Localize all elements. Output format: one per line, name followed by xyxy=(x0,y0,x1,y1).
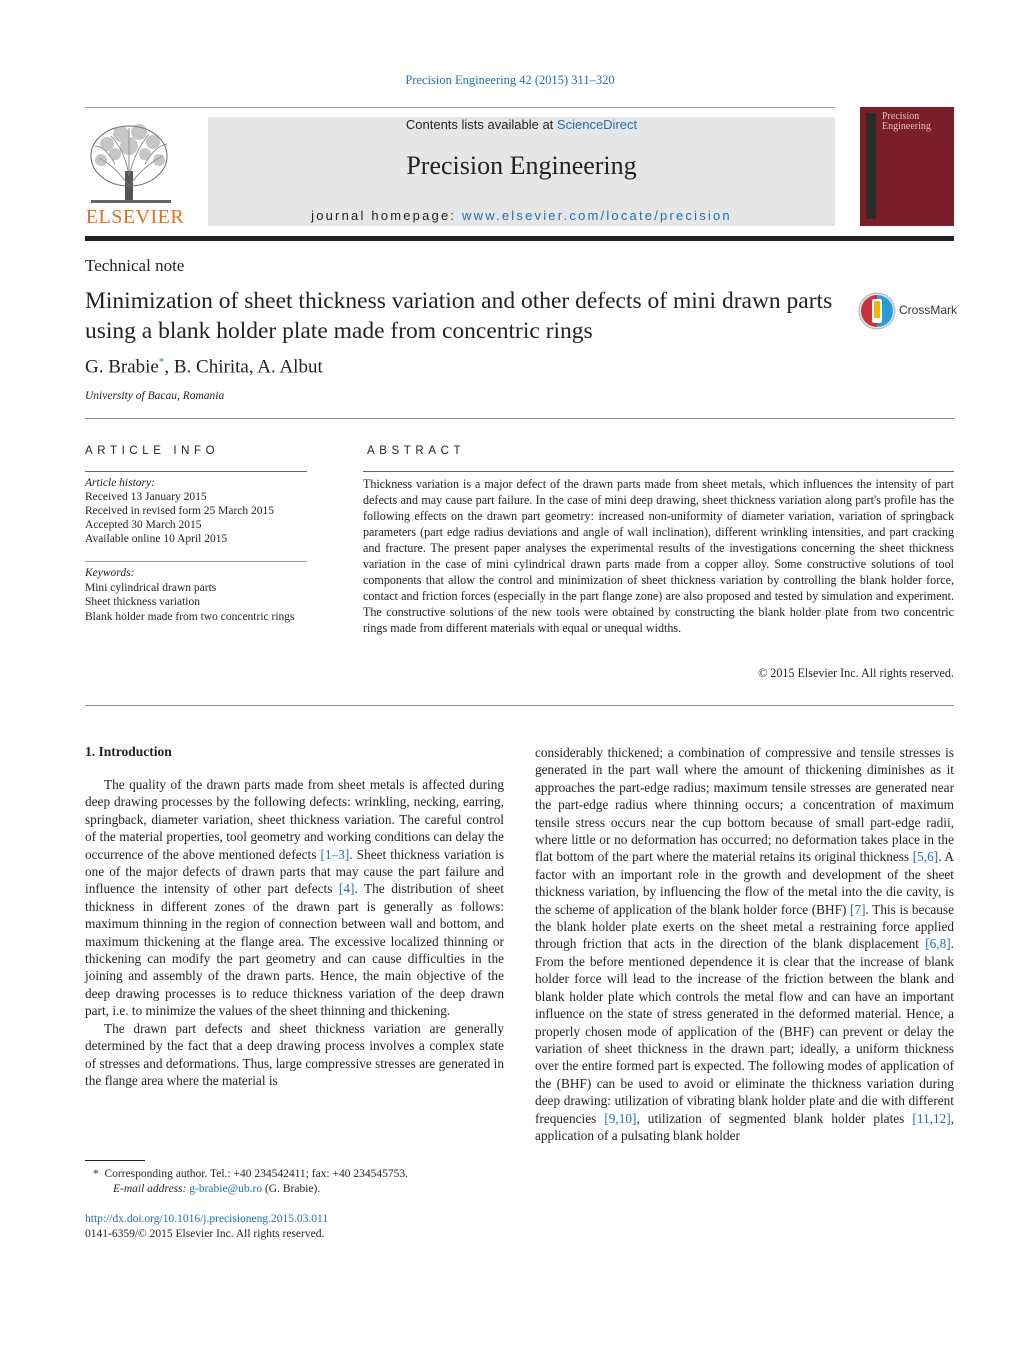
history-accepted: Accepted 30 March 2015 xyxy=(85,519,202,531)
footnote-mark: * xyxy=(93,1168,99,1180)
text-run: . This is because the blank holder plate exerts on the sheet metal a restraining force applied through friction that acts in the direction of the blank displacement xyxy=(535,901,954,952)
text-run: The quality of the drawn parts made from sheet metals is affected during deep drawing processes by the following defects: wrinkling, necking, earring, springback, diameter variation, sheet thickness variation. The careful control of the material properties, tool geometry and working conditions can delay the occurrence of the above mentioned defects xyxy=(85,777,504,862)
body-column-left xyxy=(85,776,504,1089)
header-thick-rule xyxy=(85,236,954,241)
homepage-prefix: journal homepage: xyxy=(311,208,457,223)
keyword-item: Blank holder made from two concentric rings xyxy=(85,610,295,623)
affiliation: University of Bacau, Romania xyxy=(85,390,225,402)
keyword-item: Mini cylindrical drawn parts xyxy=(85,581,217,594)
homepage-link[interactable]: www.elsevier.com/locate/precision xyxy=(462,208,732,223)
email-label: E-mail address: xyxy=(113,1183,187,1195)
text-run: , utilization of segmented blank holder plates xyxy=(636,1110,913,1126)
header-divider xyxy=(85,107,835,108)
divider xyxy=(85,418,954,419)
text-run: . A factor with an important role in the growth and development of the sheet thickness variation, by influencing the flow of the metal into the die cavity, is the scheme of application of the blank holder force (BHF) xyxy=(535,849,954,917)
email-suffix: (G. Brabie). xyxy=(264,1183,321,1195)
footnote xyxy=(85,1167,408,1197)
journal-cover-thumbnail[interactable] xyxy=(860,107,954,226)
divider xyxy=(85,705,954,706)
elsevier-logo[interactable] xyxy=(85,116,185,226)
journal-citation[interactable]: Precision Engineering 42 (2015) 311–320 xyxy=(405,73,615,87)
sciencedirect-link[interactable]: ScienceDirect xyxy=(556,117,638,132)
footnote-text: Corresponding author. Tel.: +40 234542411; fax: +40 234545753. xyxy=(104,1168,408,1180)
doi-block xyxy=(85,1212,328,1242)
email-link[interactable]: g-brabie@ub.ro xyxy=(189,1183,263,1195)
keywords-heading: Keywords: xyxy=(85,567,135,579)
text-run: considerably thickened; a combination of compressive and tensile stresses is generated in the part wall where the amount of thickening diminishes as it approaches the part-edge radius; maximum tensile stresses are generated near the part-edge radius where thinning occurs; a concentration of maximum tensile stress occurs near the cup bottom because of small part-edge radii, where little or no deformation has occurred; no deformation takes place in the flat bottom of the part where the material retains its original thickness xyxy=(535,745,954,865)
divider xyxy=(363,471,954,472)
paragraph xyxy=(85,776,504,1020)
article-history xyxy=(85,476,274,546)
abstract-text: Thickness variation is a major defect of the drawn parts made from sheet metals, which influences the intensity of part defects and may cause part failure. In the case of mini deep drawing, sheet thickness variation along part's profile has the following effects on the drawn part geometry: increased non-uniformity of diameter variation, variation of springback parameters (part edge radius deviations and angle of wall inclination), different wrinkling intensities, and part cracking and fracture. The present paper analyses the experimental results of the investigations concerning the sheet thickness variation in the case of mini cylindrical drawn parts made from a copper alloy. Some constructive solutions of tool components that allow the control and minimization of sheet thickness variation by controlling the blank holder force, contact and friction forces (especially in the part flange zone) are also proposed and tested by simulation and experiment. The constructive solutions of the new tools were obtained by constructing the blank holder plate from two concentric rings made from different materials with equal or unequal widths. xyxy=(363,477,954,635)
article-type: Technical note xyxy=(85,256,185,275)
doi-link[interactable]: http://dx.doi.org/10.1016/j.precisioneng.2015.03.011 xyxy=(85,1213,329,1225)
ref-link[interactable]: [9,10] xyxy=(604,1110,637,1126)
section-heading-introduction: 1. Introduction xyxy=(85,744,172,759)
ref-link[interactable]: [4] xyxy=(338,881,355,897)
text-run: . Sheet thickness variation is one of the major defects of drawn parts that may cause the part failure and influence the intensity of other part defects xyxy=(85,846,504,897)
ref-link[interactable]: [7] xyxy=(850,901,866,917)
contents-line xyxy=(208,117,835,132)
paragraph: The drawn part defects and sheet thickness variation are generally determined by the fact that a deep drawing process involves a complex state of stresses and deformations. Thus, large compressive stresses are generated in the flange area where the material is xyxy=(85,1020,504,1088)
text-run: . From the before mentioned dependence it is clear that the increase of blank holder force will lead to the increase of the friction between the blank and blank holder plate which controls the metal flow and can have an important influence on the state of stress generated in the deformed material. Hence, a properly chosen mode of application of the (BHF) can prevent or delay the variation of sheet thickness in the drawn part; ideally, a uniform thickness over the entire formed part is expected. The following modes of application of the (BHF) can be used to avoid or eliminate the thickness variation during deep drawing: utilization of vibrating blank holder plate and die with different frequencies xyxy=(535,936,954,1126)
elsevier-wordmark: ELSEVIER xyxy=(85,206,185,228)
ref-link[interactable]: [6,8] xyxy=(925,936,951,952)
ref-link[interactable]: [11,12] xyxy=(912,1110,951,1126)
article-info-label: ARTICLE INFO xyxy=(85,445,220,457)
keyword-item: Sheet thickness variation xyxy=(85,596,200,608)
footnote-rule xyxy=(85,1160,145,1161)
issn-line: 0141-6359/© 2015 Elsevier Inc. All rights reserved. xyxy=(85,1228,325,1240)
journal-homepage xyxy=(208,208,835,223)
text-run: , application of a pulsating blank holder xyxy=(535,1110,954,1143)
cover-title-line1: Precision xyxy=(882,111,920,122)
divider xyxy=(85,561,307,562)
body-column-right xyxy=(535,744,954,1144)
abstract-label: ABSTRACT xyxy=(367,445,466,457)
crossmark-label: CrossMark xyxy=(899,303,958,317)
contents-prefix: Contents lists available at xyxy=(405,117,554,132)
author-list xyxy=(85,356,323,378)
history-revised: Received in revised form 25 March 2015 xyxy=(85,505,275,517)
crossmark-icon xyxy=(858,291,898,331)
paragraph xyxy=(535,744,954,1144)
footnote-corresponding xyxy=(93,1167,408,1182)
ref-link[interactable]: [1–3] xyxy=(320,846,350,862)
abstract-copyright: © 2015 Elsevier Inc. All rights reserved. xyxy=(758,666,954,680)
cover-spine xyxy=(866,113,876,219)
divider xyxy=(85,471,307,472)
keywords-block xyxy=(85,566,300,624)
author-brabie[interactable]: G. Brabie xyxy=(85,356,159,378)
authors-rest: , B. Chirita, A. Albut xyxy=(164,356,323,378)
crossmark-badge[interactable] xyxy=(858,291,958,331)
text-run: . The distribution of sheet thickness in different zones of the drawn part is generally as follows: maximum thinning in the region of connection between wall and bottom, and maximum thickening at the flange area. The excessive localized thinning or thickening can modify the part geometry and can cause difficulties in the joining and assembly of the drawn parts. Hence, the main objective of the deep drawing processes is to reduce thickness variation of the deep drawn part, i.e. to minimize the values of the sheet thinning and thickening. xyxy=(85,881,504,1019)
history-received: Received 13 January 2015 xyxy=(85,491,207,503)
corresponding-author-mark[interactable]: * xyxy=(158,356,165,368)
article-title: Minimization of sheet thickness variation and other defects of mini drawn parts using a blank holder plate made from concentric rings xyxy=(85,288,833,344)
cover-title-line2: Engineering xyxy=(882,121,931,132)
footnote-email-line xyxy=(93,1182,408,1197)
history-online: Available online 10 April 2015 xyxy=(85,533,228,545)
ref-link[interactable]: [5,6] xyxy=(912,849,939,865)
journal-title[interactable]: Precision Engineering xyxy=(406,151,637,180)
history-heading: Article history: xyxy=(85,477,155,489)
